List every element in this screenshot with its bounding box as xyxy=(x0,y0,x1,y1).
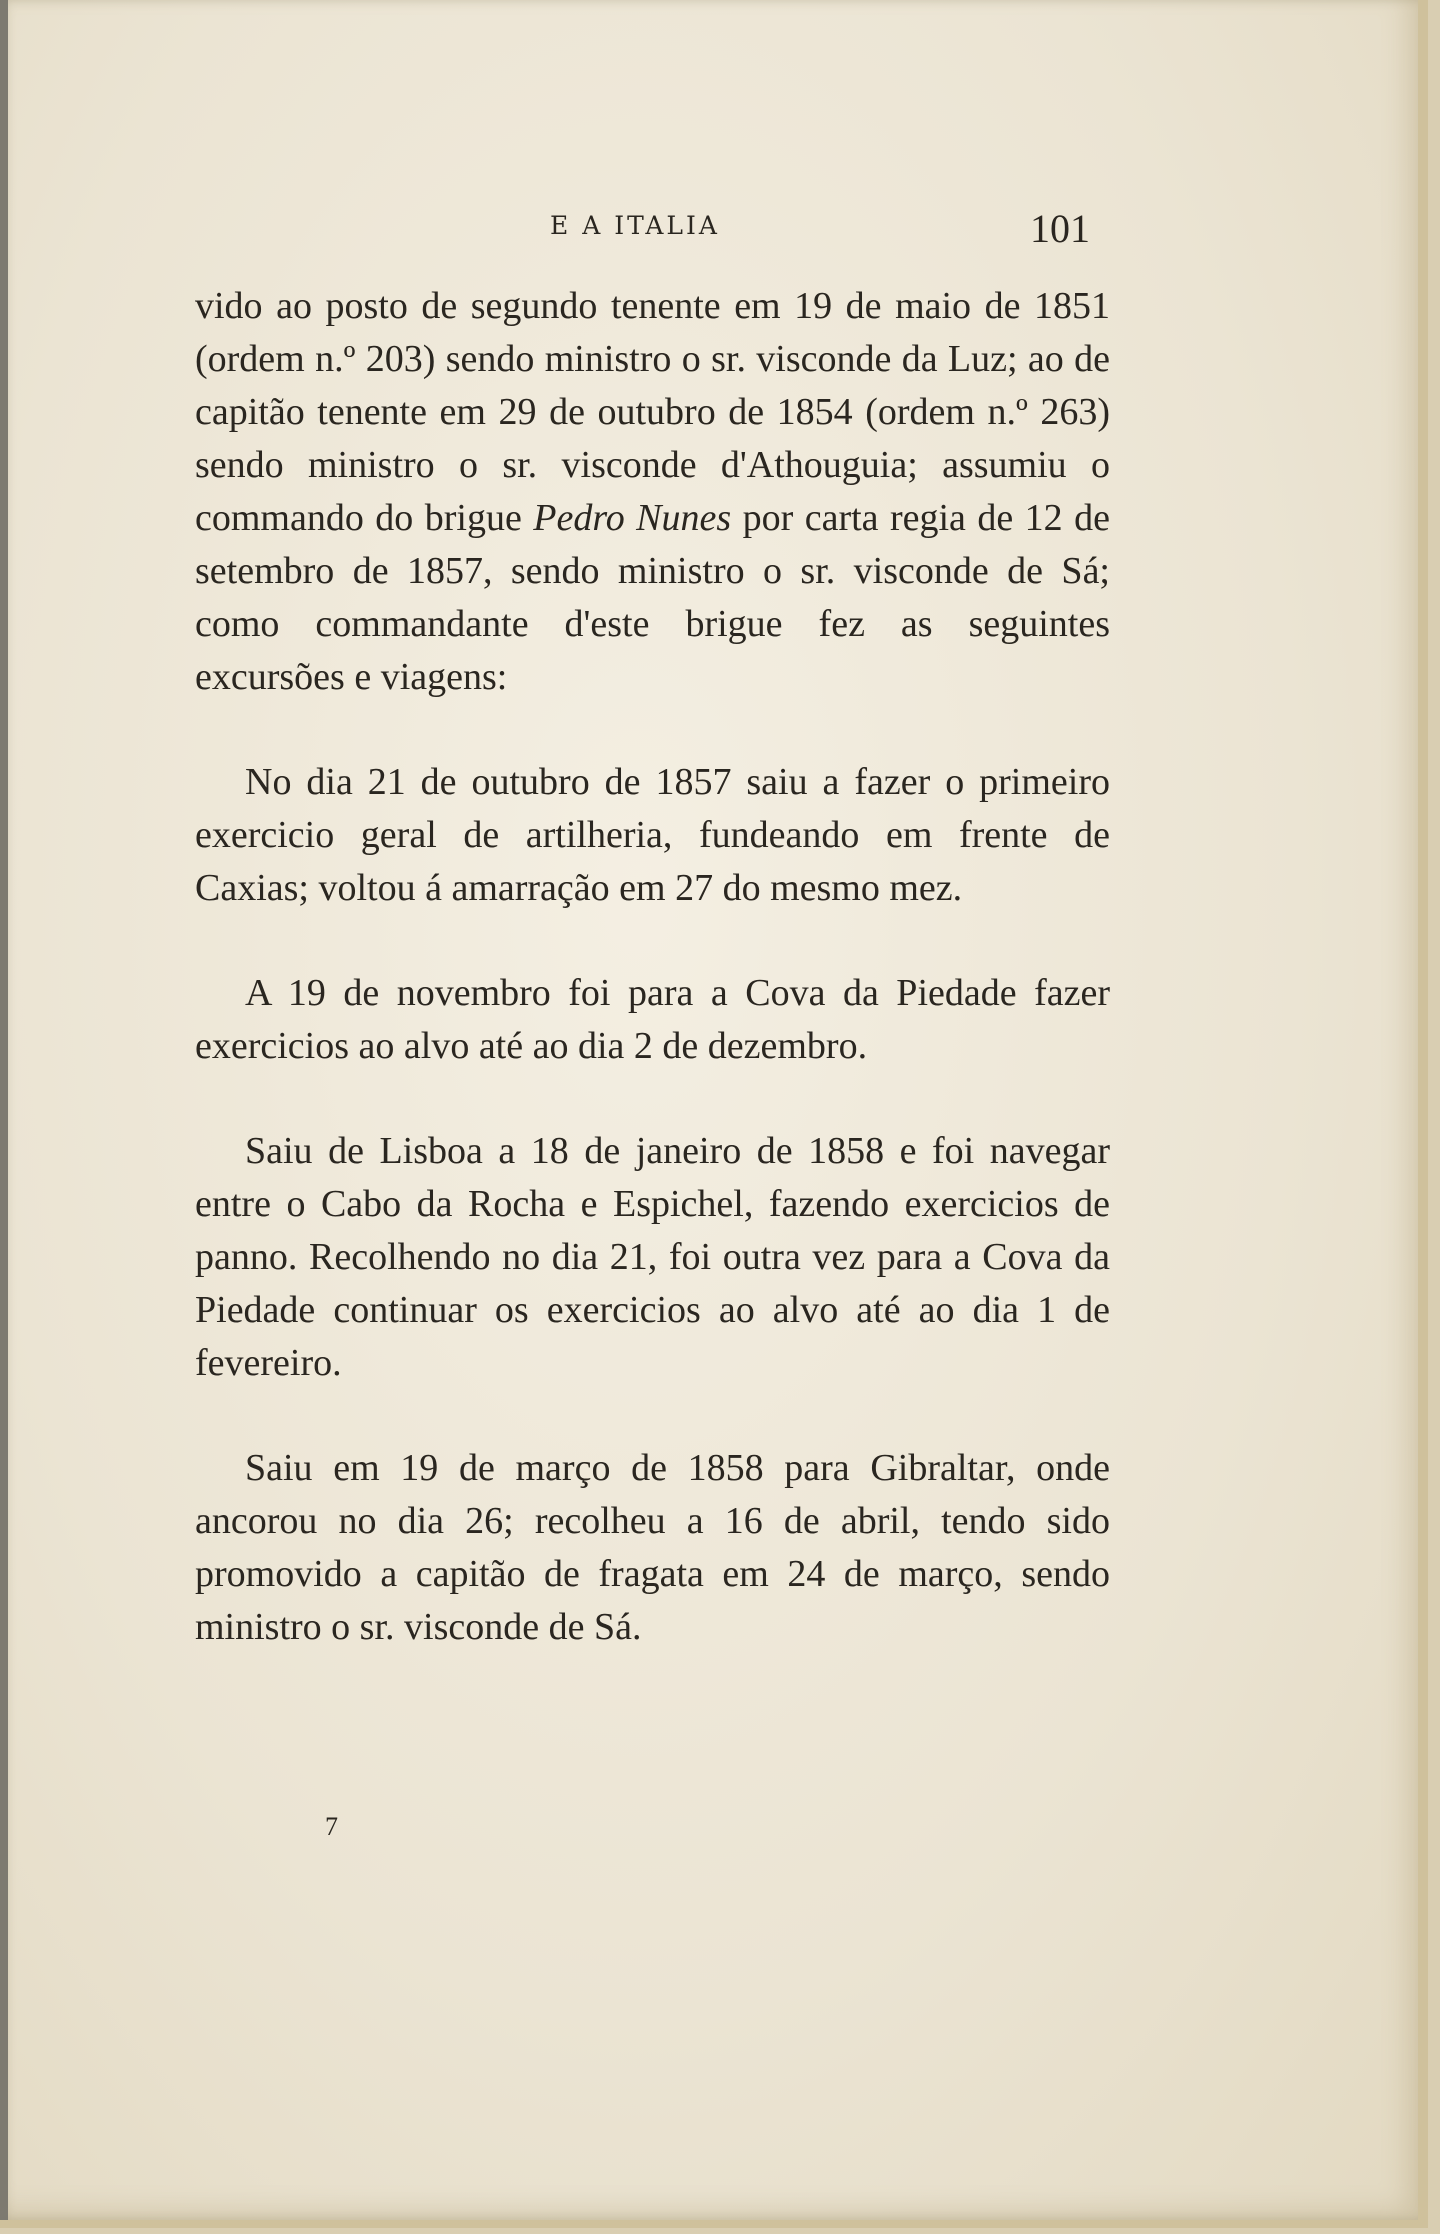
running-title: E A ITALIA xyxy=(550,211,720,240)
page-body xyxy=(195,280,1110,1654)
paragraph-1 xyxy=(195,280,1110,704)
paragraph-5: Saiu em 19 de março de 1858 para Gibraltar, onde ancorou no dia 26; recolheu a 16 de abril, tendo sido promovido a capitão de fragata em 24 de março, sendo ministro o sr. visconde de Sá. xyxy=(195,1447,1110,1648)
paragraph-3: A 19 de novembro foi para a Cova da Piedade fazer exercicios ao alvo até ao dia 2 de dezembro. xyxy=(195,972,1110,1067)
paragraph-1-text-start: vido ao posto de segundo tenente em 19 de maio de 1851 (ordem n.º 203) sendo ministro o sr. visconde da Luz; ao de capitão tenente em 29 de outubro de 1854 (ordem n.º 263) sendo ministro o sr. visconde d'Athouguia; assumiu o commando do brigue xyxy=(195,285,1110,539)
ship-name-italic: Pedro Nunes xyxy=(533,497,732,539)
page-gutter-edge xyxy=(0,0,8,2220)
page-number: 101 xyxy=(1030,206,1090,251)
paragraph-2: No dia 21 de outubro de 1857 saiu a fazer o primeiro exercicio geral de artilheria, fundeando em frente de Caxias; voltou á amarração em 27 do mesmo mez. xyxy=(195,761,1110,909)
running-head xyxy=(190,205,1120,255)
paragraph-4: Saiu de Lisboa a 18 de janeiro de 1858 e foi navegar entre o Cabo da Rocha e Espichel, fazendo exercicios de panno. Recolhendo no dia 21, foi outra vez para a Cova da Piedade continuar os exercicios ao alvo até ao dia 1 de fevereiro. xyxy=(195,1130,1110,1384)
signature-mark: 7 xyxy=(325,1812,338,1841)
paragraph-1-text-end: por carta regia de 12 de setembro de 1857, sendo ministro o sr. visconde de Sá; como commandante d'este brigue fez as seguintes excursões e viagens: xyxy=(195,497,1110,698)
